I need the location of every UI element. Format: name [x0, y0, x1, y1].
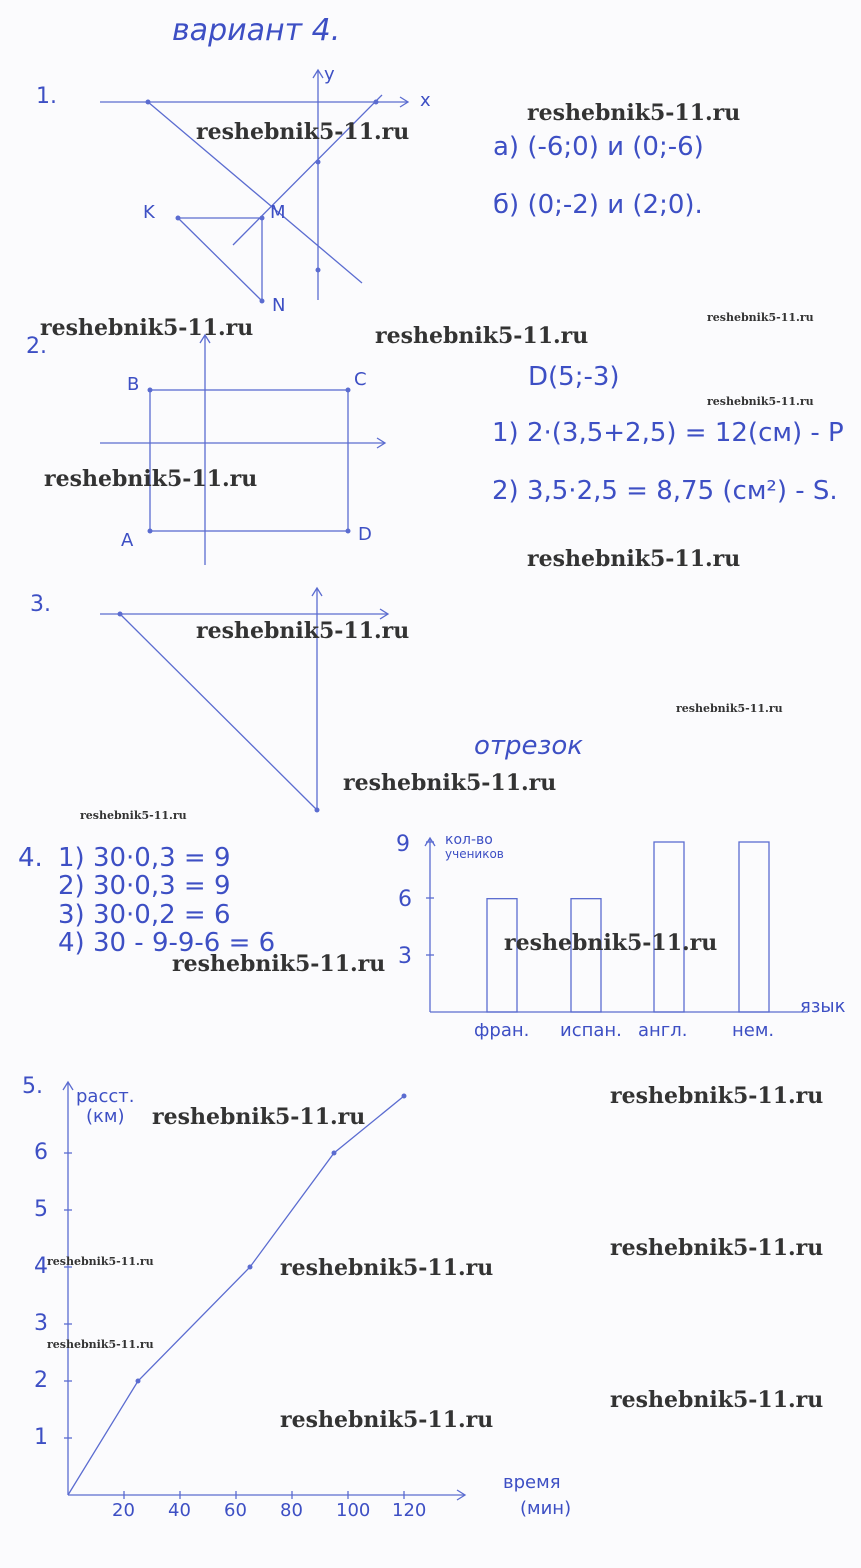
watermark: reshebnik5-11.ru	[280, 1255, 494, 1281]
task5-line-chart	[63, 1082, 465, 1500]
watermark: reshebnik5-11.ru	[343, 770, 557, 796]
task1-dot	[260, 216, 265, 221]
task1-point-n-label: N	[272, 295, 286, 316]
watermark: reshebnik5-11.ru	[610, 1235, 824, 1261]
bar-chart-ytick-label: 9	[396, 832, 410, 857]
line-chart-xtick-label: 40	[168, 1500, 191, 1521]
line-chart-xtick-label: 20	[112, 1500, 135, 1521]
task2-point-d-label: D	[358, 524, 372, 545]
watermark: reshebnik5-11.ru	[707, 395, 814, 408]
task1-dot	[316, 268, 321, 273]
line-chart-ytick-label: 5	[34, 1197, 48, 1222]
watermark: reshebnik5-11.ru	[196, 119, 410, 145]
task1-answer-a: а) (-6;0) и (0;-6)	[493, 132, 704, 162]
line-chart-ytick-label: 3	[34, 1311, 48, 1336]
line-chart-ytick-label: 1	[34, 1425, 48, 1450]
task3-answer: отрезок	[474, 731, 583, 761]
bar-chart-bar	[739, 842, 769, 1012]
line-chart-xtick-label: 80	[280, 1500, 303, 1521]
line-chart-ytick-label: 4	[34, 1254, 48, 1279]
bar-chart-xlabel: язык	[800, 996, 846, 1017]
task1-axis-x-label: x	[420, 90, 431, 111]
line-chart-ytick-label: 6	[34, 1140, 48, 1165]
bar-chart-ytick-label: 6	[398, 887, 412, 912]
line-chart-point	[402, 1094, 407, 1099]
line-chart-ytick-label: 2	[34, 1368, 48, 1393]
task1-dot	[374, 100, 379, 105]
bar-chart-ylabel-1: кол-во	[445, 832, 493, 848]
task4-line-2: 2) 30·0,3 = 9	[58, 871, 231, 901]
watermark: reshebnik5-11.ru	[610, 1083, 824, 1109]
watermark: reshebnik5-11.ru	[47, 1255, 154, 1268]
task1-kn-segment	[178, 218, 262, 301]
task2-answer-point: D(5;-3)	[528, 362, 620, 392]
watermark: reshebnik5-11.ru	[504, 930, 718, 956]
watermark: reshebnik5-11.ru	[196, 618, 410, 644]
page-title: вариант 4.	[172, 13, 341, 48]
task3-dot	[118, 612, 123, 617]
watermark: reshebnik5-11.ru	[527, 546, 741, 572]
task1-dot	[260, 299, 265, 304]
task2-dot	[148, 529, 153, 534]
watermark: reshebnik5-11.ru	[707, 311, 814, 324]
task2-figure	[100, 335, 385, 565]
watermark: reshebnik5-11.ru	[676, 702, 783, 715]
line-chart-point	[248, 1265, 253, 1270]
watermark: reshebnik5-11.ru	[44, 466, 258, 492]
line-chart-series	[68, 1096, 404, 1495]
line-chart-point	[332, 1151, 337, 1156]
task2-point-b-label: B	[127, 374, 140, 395]
task1-figure	[100, 70, 408, 304]
task3-number: 3.	[30, 592, 51, 617]
task1-answer-b: б) (0;-2) и (2;0).	[493, 190, 703, 220]
task2-point-c-label: C	[354, 369, 367, 390]
task1-line-2	[233, 95, 382, 245]
bar-chart-ytick-label: 3	[398, 944, 412, 969]
task2-number: 2.	[26, 334, 47, 359]
watermark: reshebnik5-11.ru	[80, 809, 187, 822]
line-chart-xtick-label: 60	[224, 1500, 247, 1521]
task2-dot	[148, 388, 153, 393]
task2-dot	[346, 388, 351, 393]
bar-chart-ylabel-2: учеников	[445, 847, 504, 861]
task1-number: 1.	[36, 84, 57, 109]
task4-number: 4.	[18, 843, 43, 873]
line-chart-xlabel-2: (мин)	[520, 1498, 572, 1519]
line-chart-xtick-label: 100	[336, 1500, 371, 1521]
task4-line-3: 3) 30·0,2 = 6	[58, 900, 231, 930]
task2-line-2: 2) 3,5·2,5 = 8,75 (см²) - S.	[492, 476, 838, 506]
task1-dot	[316, 160, 321, 165]
watermark: reshebnik5-11.ru	[527, 100, 741, 126]
bar-chart-category-label: испан.	[560, 1020, 622, 1041]
watermark: reshebnik5-11.ru	[280, 1407, 494, 1433]
watermark: reshebnik5-11.ru	[375, 323, 589, 349]
task4-bar-chart	[425, 838, 808, 1012]
line-chart-xlabel-1: время	[503, 1472, 561, 1493]
bar-chart-category-label: англ.	[638, 1020, 688, 1041]
bar-chart-category-label: фран.	[474, 1020, 530, 1041]
watermark: reshebnik5-11.ru	[152, 1104, 366, 1130]
task1-dot	[176, 216, 181, 221]
watermark: reshebnik5-11.ru	[40, 315, 254, 341]
task1-axis-y-label: y	[324, 64, 335, 85]
task1-point-k-label: K	[143, 202, 155, 223]
task1-dot	[146, 100, 151, 105]
task4-line-4: 4) 30 - 9-9-6 = 6	[58, 928, 276, 958]
line-chart-point	[136, 1379, 141, 1384]
line-chart-ylabel-1: расст.	[76, 1086, 135, 1107]
line-chart-ylabel-2: (км)	[86, 1106, 125, 1127]
task2-rectangle	[150, 390, 348, 531]
task2-line-1: 1) 2·(3,5+2,5) = 12(см) - P	[492, 418, 844, 448]
watermark: reshebnik5-11.ru	[610, 1387, 824, 1413]
task3-dot	[315, 808, 320, 813]
watermark: reshebnik5-11.ru	[172, 951, 386, 977]
task4-line-1: 1) 30·0,3 = 9	[58, 843, 231, 873]
bar-chart-bar	[654, 842, 684, 1012]
task5-number: 5.	[22, 1074, 43, 1099]
line-chart-xtick-label: 120	[392, 1500, 427, 1521]
task1-point-m-label: M	[270, 202, 286, 223]
watermark: reshebnik5-11.ru	[47, 1338, 154, 1351]
task2-dot	[346, 529, 351, 534]
bar-chart-category-label: нем.	[732, 1020, 775, 1041]
task2-point-a-label: A	[121, 530, 134, 551]
